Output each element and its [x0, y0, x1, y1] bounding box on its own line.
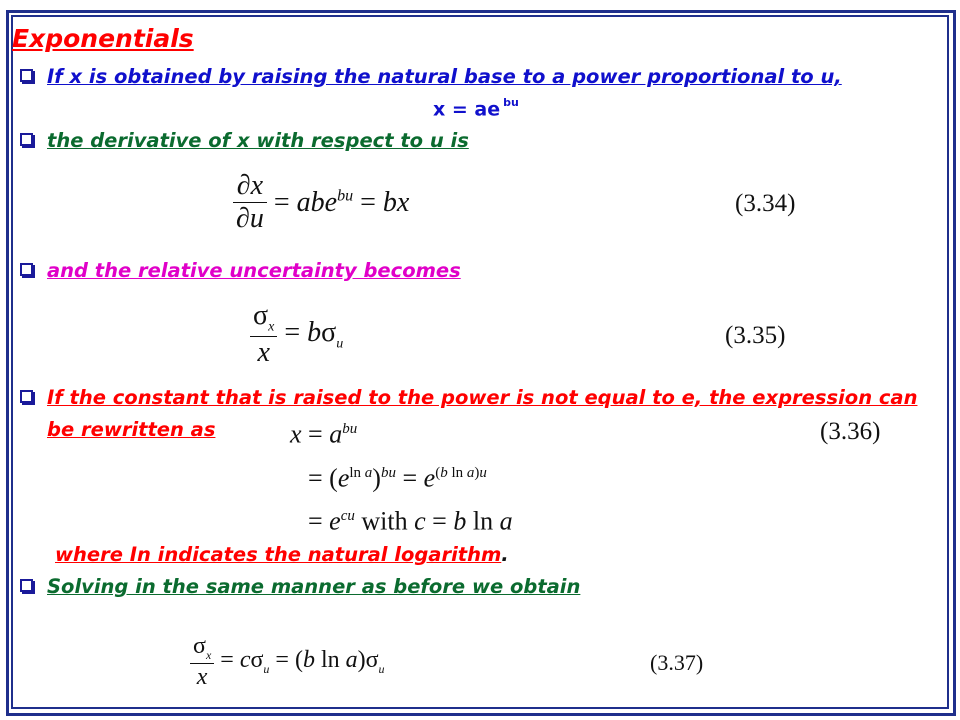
equation-number-3-34: (3.34)	[735, 190, 796, 217]
natural-log-note-period: .	[501, 543, 509, 566]
fraction-sigma-x-over-x-2: $\frac{\sigma_x}{x}$	[190, 633, 214, 691]
checkbox-bullet-icon	[20, 390, 33, 403]
equation-3-35: $\frac{\sigma_x}{x}$ = $b\sigma_u$	[250, 300, 343, 369]
checkbox-bullet-icon	[20, 263, 33, 276]
bullet-text-3: and the relative uncertainty becomes	[47, 259, 461, 282]
equation-3-34: $\frac{\partial x}{\partial u}$ = abe$^{bu}$ = bx	[233, 170, 409, 235]
checkbox-bullet-icon	[20, 579, 33, 592]
equation-number-3-36: (3.36)	[820, 418, 881, 445]
equation-number-3-37: (3.37)	[650, 650, 704, 675]
natural-log-note	[55, 543, 509, 566]
slide-title: Exponentials	[12, 24, 194, 53]
equation-3-37: $\frac{\sigma_x}{x}$ = $c\sigma_u = (b$ $\ln a)\sigma_u$	[190, 633, 385, 691]
formula-exponent: bu	[503, 96, 519, 109]
natural-log-note-text: where In indicates the natural logarithm	[55, 543, 502, 566]
checkbox-bullet-icon	[20, 133, 33, 146]
formula-x-equals-ae-bu	[433, 98, 519, 120]
equation-number-3-35: (3.35)	[725, 322, 786, 349]
bullet-text-1: If x is obtained by raising the natural base to a power proportional to u,	[47, 65, 842, 88]
equation-3-36: $x = a^{bu}$ = $(e^{ln a})^{bu} = e^{(b ln a)u}$ = $e^{cu}$ with c = b ln a	[290, 419, 513, 536]
checkbox-bullet-icon	[20, 69, 33, 82]
fraction-sigma-x-over-x: $\frac{\sigma_x}{x}$	[250, 300, 277, 369]
formula-base: x = ae	[433, 98, 501, 121]
bullet-text-2: the derivative of x with respect to u is	[47, 129, 469, 152]
bullet-text-4-line-1: If the constant that is raised to the power is not equal to e, the expression can	[47, 386, 918, 409]
bullet-text-6: Solving in the same manner as before we obtain	[47, 575, 581, 598]
fraction-dx-du: $\frac{\partial x}{\partial u}$	[233, 170, 267, 235]
bullet-text-4-line-2: be rewritten as	[47, 418, 216, 441]
